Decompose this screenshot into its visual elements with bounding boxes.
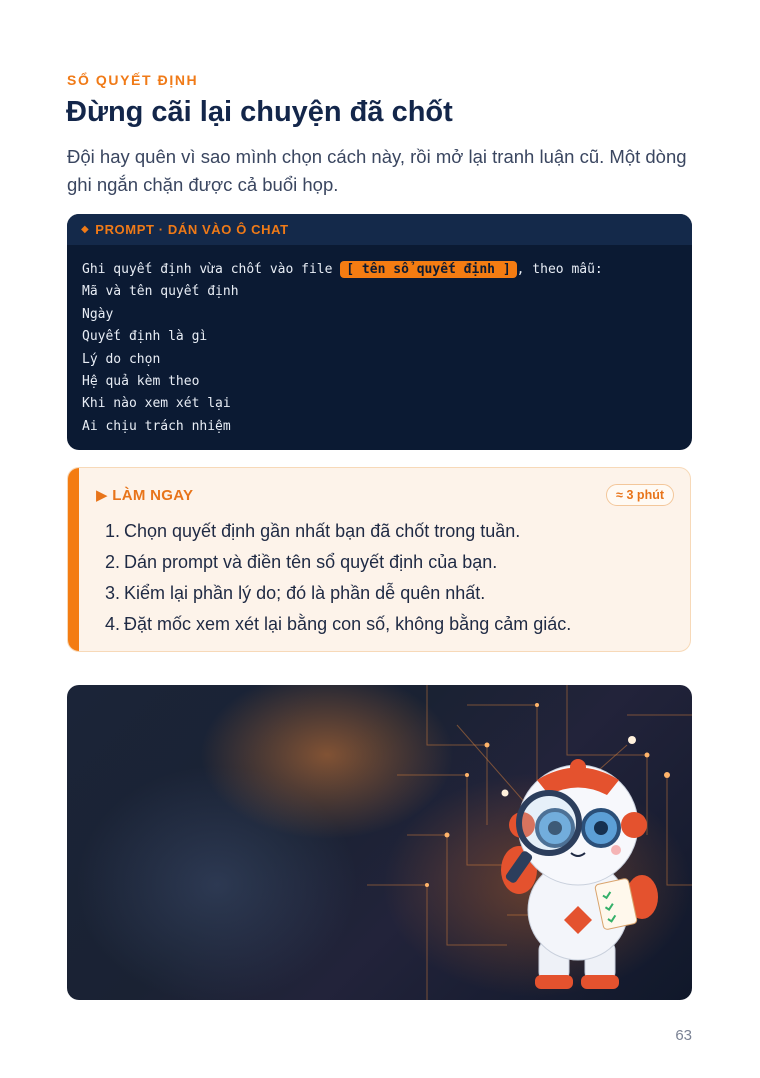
prompt-card (67, 214, 692, 450)
prompt-header (67, 214, 692, 245)
step-item (98, 547, 571, 578)
section-eyebrow: SỔ QUYẾT ĐỊNH (67, 72, 199, 88)
prompt-line: Quyết định là gì (82, 329, 208, 345)
step-text: Dán prompt và điền tên sổ quyết định của bạn. (124, 552, 498, 572)
do-now-card (67, 467, 691, 652)
step-item (98, 609, 571, 640)
page-number: 63 (675, 1027, 692, 1044)
prompt-line-text: , theo mẫu: (516, 262, 603, 277)
do-now-label: ▶ LÀM NGAY (96, 487, 194, 504)
prompt-line: Hệ quả kèm theo (82, 373, 200, 389)
prompt-line-text: Ghi quyết định vừa chốt vào file (82, 262, 341, 277)
prompt-line: Khi nào xem xét lại (82, 396, 231, 412)
step-item (98, 516, 571, 547)
step-number: 1. (104, 521, 120, 541)
prompt-line: Ai chịu trách nhiệm (82, 418, 231, 434)
step-item (98, 578, 571, 609)
steps-list (98, 516, 571, 640)
accent-bar (68, 468, 79, 651)
step-number: 2. (104, 552, 120, 572)
step-text: Kiểm lại phần lý do; đó là phần dễ quên nhất. (124, 583, 486, 603)
robot-mascot (501, 759, 658, 989)
prompt-text[interactable] (67, 245, 692, 438)
network-robot-art (67, 685, 692, 1000)
step-text: Chọn quyết định gần nhất bạn đã chốt trong tuần. (124, 521, 521, 541)
prompt-line: Mã và tên quyết định (82, 284, 239, 300)
prompt-line: Lý do chọn (82, 351, 161, 367)
page-title: Đừng cãi lại chuyện đã chốt (66, 96, 453, 128)
prompt-line (82, 259, 677, 281)
placeholder-chip: [ tên sổ quyết định ] (340, 261, 516, 278)
step-text: Đặt mốc xem xét lại bằng con số, không bằng cảm giác. (124, 614, 572, 634)
robot-illustration (67, 685, 692, 1000)
diamond-icon: ◆ (81, 224, 90, 235)
lead-paragraph: Đội hay quên vì sao mình chọn cách này, rồi mở lại tranh luận cũ. Một dòng ghi ngắn chặn được cả buổi họp. (67, 146, 687, 195)
step-number: 3. (104, 583, 120, 603)
prompt-line: Ngày (82, 306, 114, 322)
time-badge: ≈ 3 phút (606, 484, 674, 506)
step-number: 4. (104, 614, 120, 634)
prompt-header-label: PROMPT · DÁN VÀO Ô CHAT (95, 222, 289, 237)
